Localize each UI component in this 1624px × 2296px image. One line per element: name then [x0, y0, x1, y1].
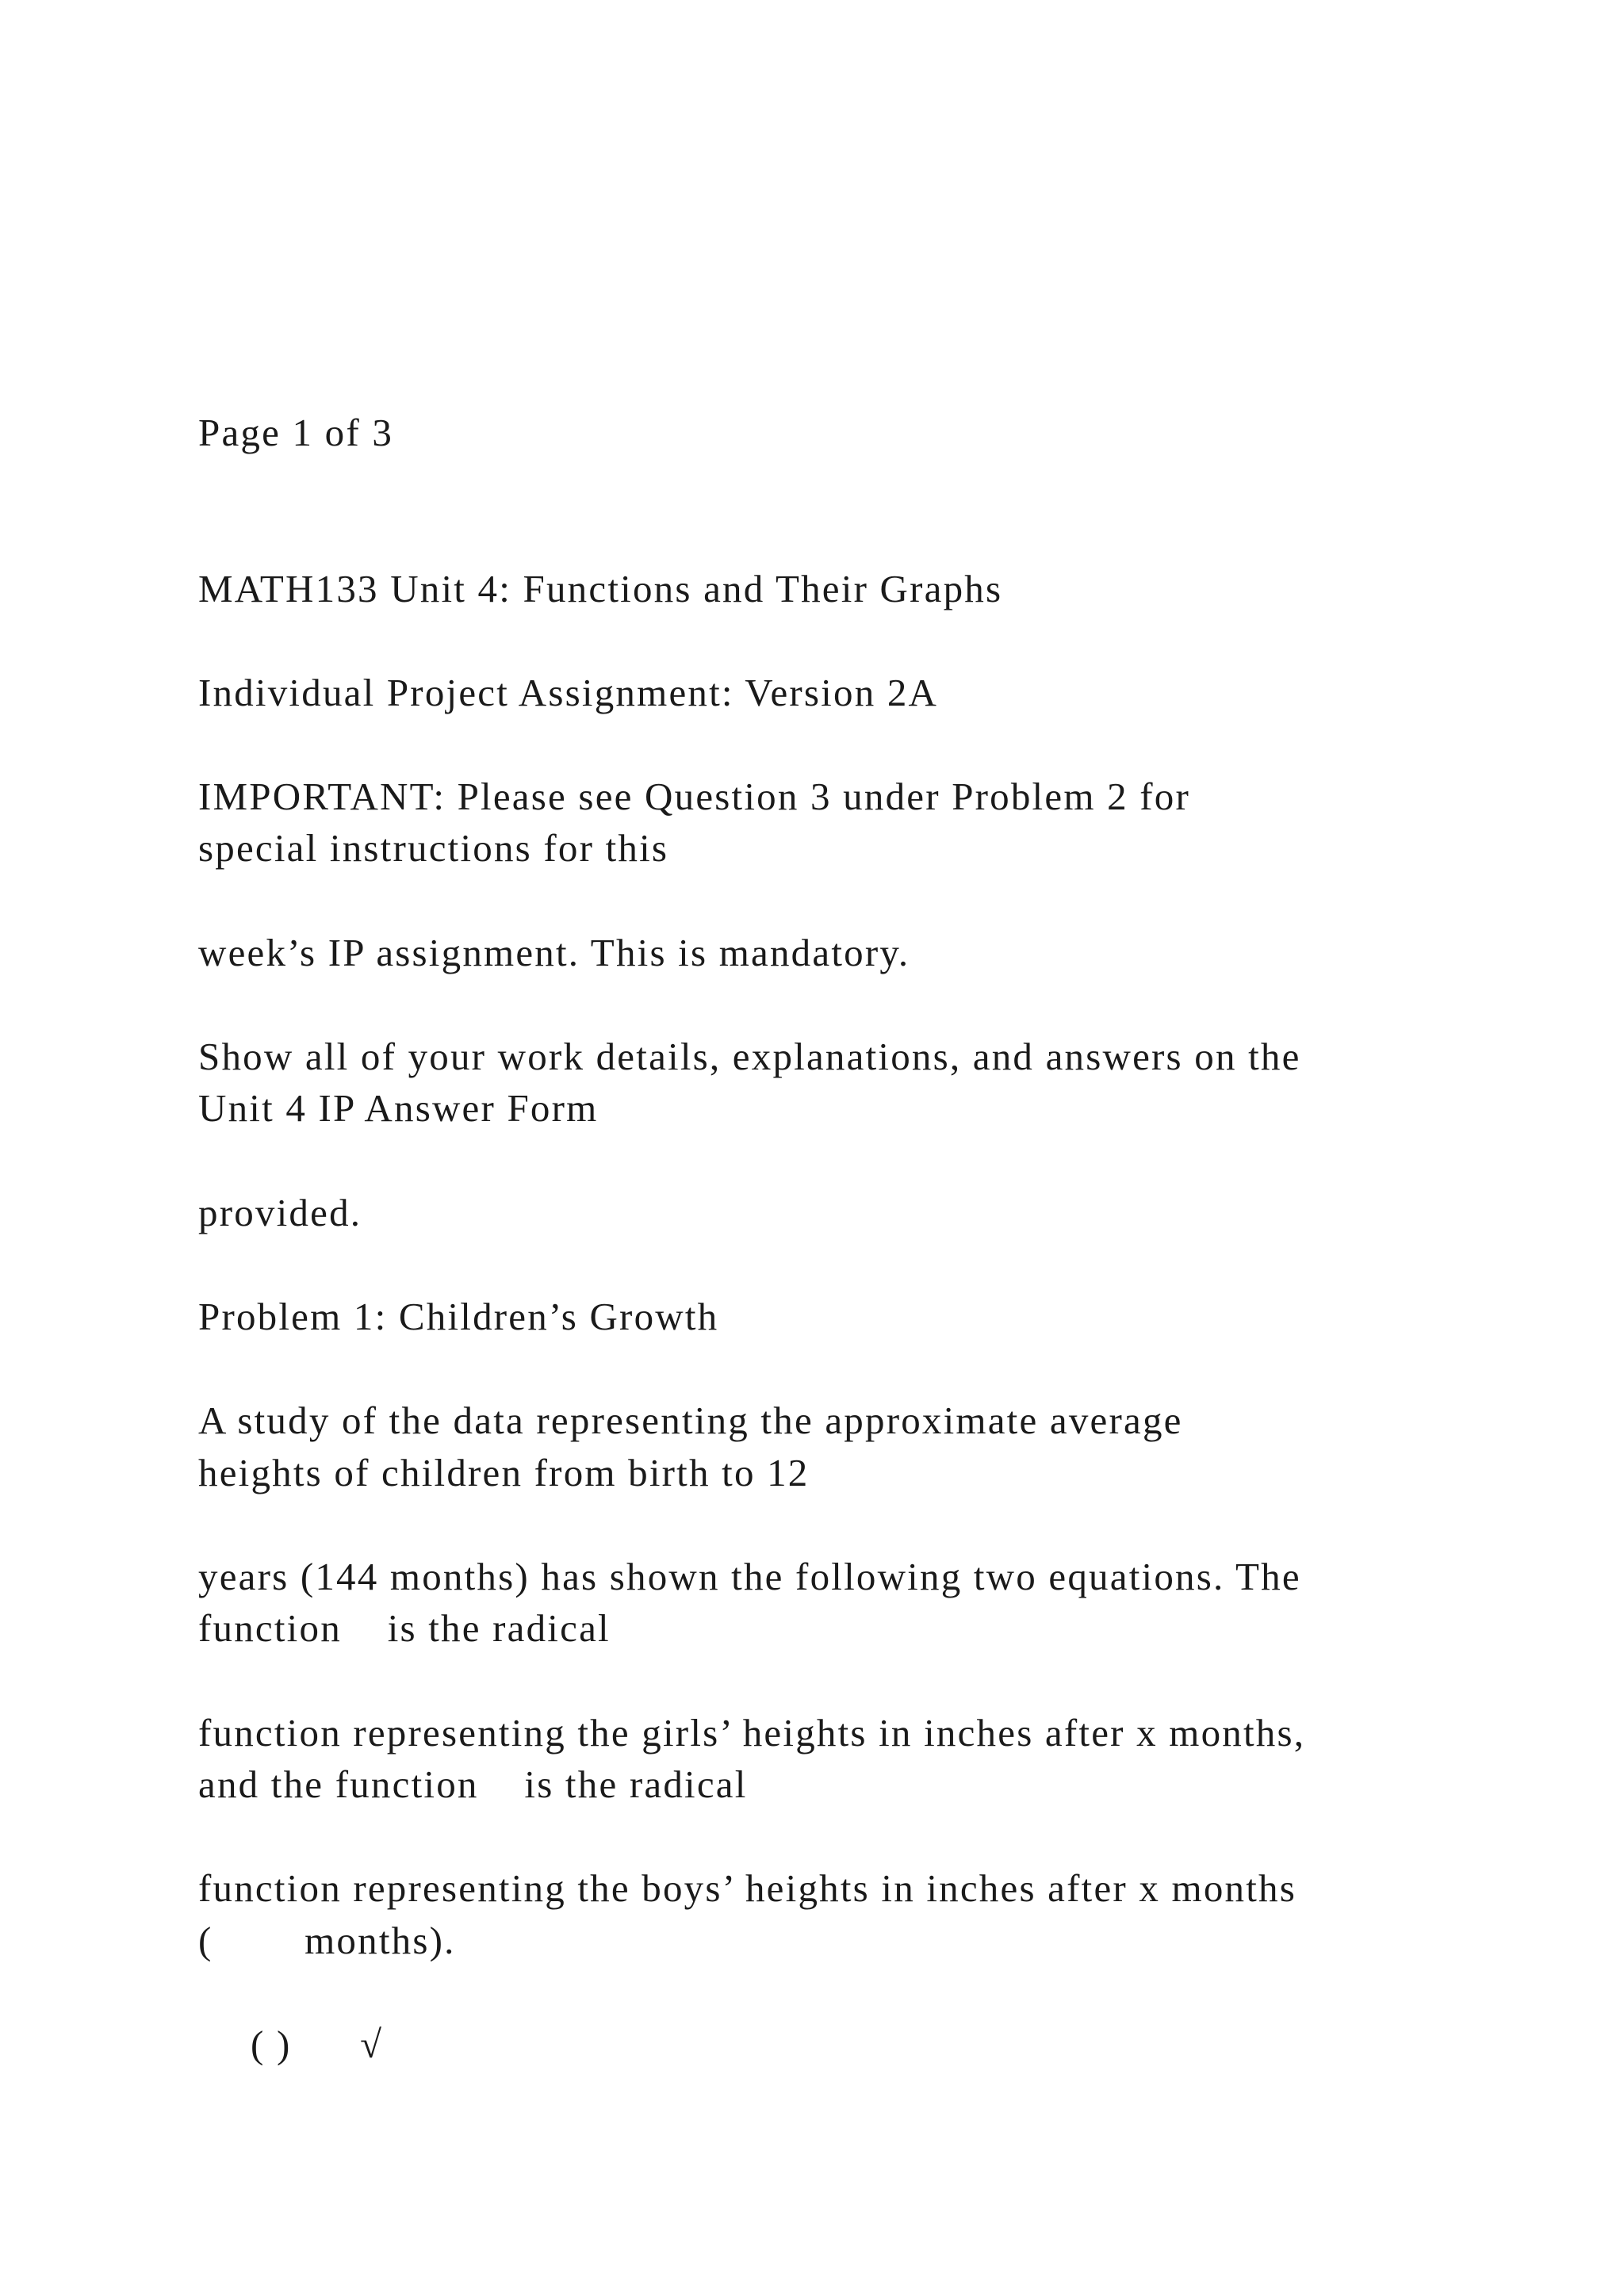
important-note-line-3: week’s IP assignment. This is mandatory.	[198, 931, 910, 974]
important-note-line-2: special instructions for this	[198, 826, 669, 870]
problem-text-line-1: A study of the data representing the approximate average	[198, 1399, 1183, 1442]
page-number: Page 1 of 3	[198, 411, 394, 454]
problem-text-line-5: function representing the girls’ heights in inches after x months,	[198, 1711, 1306, 1755]
instructions-line-1: Show all of your work details, explanations, and answers on the	[198, 1035, 1301, 1078]
formula-fragment: ( ) √	[251, 2022, 384, 2066]
assignment-version: Individual Project Assignment: Version 2A	[198, 671, 939, 714]
problem-text-line-6: and the function is the radical	[198, 1762, 748, 1806]
document-title: MATH133 Unit 4: Functions and Their Graphs	[198, 567, 1003, 610]
instructions-line-3: provided.	[198, 1191, 362, 1234]
problem-1-heading: Problem 1: Children’s Growth	[198, 1295, 719, 1338]
problem-text-line-4: function is the radical	[198, 1606, 611, 1650]
problem-text-line-3: years (144 months) has shown the following two equations. The	[198, 1555, 1301, 1598]
important-note-line-1: IMPORTANT: Please see Question 3 under Problem 2 for	[198, 775, 1190, 818]
instructions-line-2: Unit 4 IP Answer Form	[198, 1086, 599, 1130]
problem-text-line-7: function representing the boys’ heights in inches after x months	[198, 1866, 1297, 1910]
problem-text-line-2: heights of children from birth to 12	[198, 1451, 810, 1494]
problem-text-line-8: ( months).	[198, 1919, 456, 1962]
